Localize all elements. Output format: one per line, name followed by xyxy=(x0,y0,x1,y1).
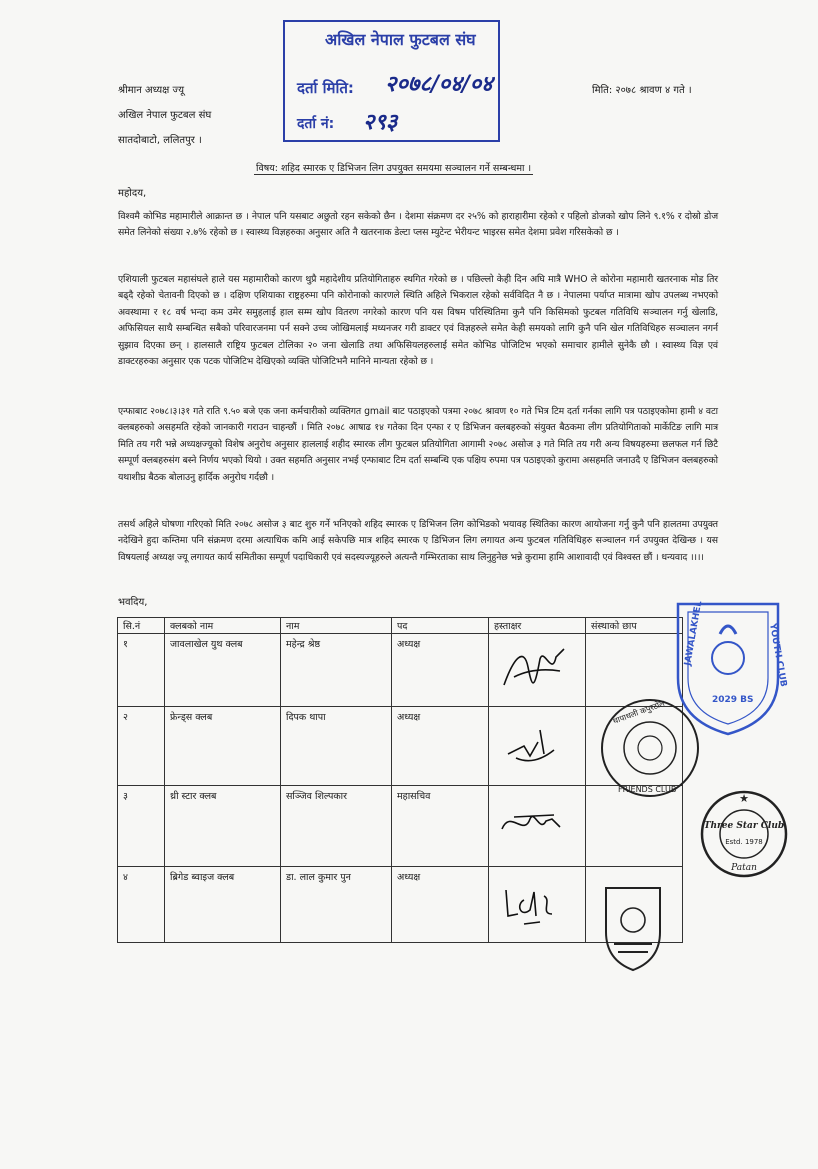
row-post: अध्यक्ष xyxy=(392,634,489,707)
table-row xyxy=(118,867,683,943)
header-post: पद xyxy=(392,618,489,634)
closing: भवदिय, xyxy=(118,597,148,608)
friends-club-seal xyxy=(598,696,702,800)
signature-4 xyxy=(494,870,574,930)
row-post: अध्यक्ष xyxy=(392,707,489,786)
signature-3 xyxy=(494,789,574,849)
friends-name: FRIENDS CLUB xyxy=(618,785,677,794)
row-signature xyxy=(489,786,586,867)
header-signature: हस्ताक्षर xyxy=(489,618,586,634)
row-club: जावलाखेल युथ क्लब xyxy=(165,634,281,707)
row-name: सञ्जिव शिल्पकार xyxy=(281,786,392,867)
row-club: ब्रिगेड ब्वाइज क्लब xyxy=(165,867,281,943)
paragraph-3: एन्फाबाट २०७८।३।३१ गते राति ९.५० बजे एक जना कर्मचारीको व्यक्तिगत gmail बाट पठाइएको पत्रमा २०७८ श्रावण १० गते भित्र टिम दर्ता गर्नका लागि पत्र पठाइएकोमा हामी ४ वटा क्लबहरुको असहमति रहेको जानकारी गराउन चाहन्छौं । मिति २०७८ आषाढ १४ गतेका दिन एन्फा र ए डिभिजन क्लबहरुको संयुक्त बैठकमा लीग प्रतियोगिताको मार्केटिङ लागि मात्र मिति तय गरी भन्ने अध्यक्षज्यूको विशेष अनुरोध अनुसार हाललाई शहीद स्मारक लीग फुटबल प्रतियोगिता आगामी २०७८ असोज ३ गते मिति तय गरी अन्य विषयहरुमा छलफल गर्न छिटै सम्पूर्ण क्लबहरुसंग बस्ने निर्णय भएको थियो । उक्त सहमति अनुसार नभई एन्फाबाट टिम दर्ता सम्बन्धि एक पक्षिय रुपमा पत्र पठाइएको कुरामा असहमति जनाउदै ए डिभिजन क्लबहरुको यथाशीघ्र बैठक बोलाउनु हार्दिक अनुरोध गर्दछौ । xyxy=(118,406,718,483)
salutation: महोदय, xyxy=(118,188,147,199)
signature-2 xyxy=(494,710,574,770)
brigade-boys-club-seal xyxy=(600,882,666,974)
paragraph-4: तसर्थ अहिले घोषणा गरिएको मिति २०७८ असोज ३ बाट शुरु गर्ने भनिएको शहिद स्मारक ए डिभिजन लिग कोभिडको भयावह स्थितिका कारण आयोजना गर्नु कुनै पनि हालतमा उपयुक्त नदेखिने हुदा कम्तिमा पनि संक्रमण दरमा अत्याधिक कमि आई सकेपछि मात्र शहिद स्मारक ए डिभिजन लिग लगायत अन्य फुटबल गतिविधिहरु सञ्चालन गर्न उपयुक्त देखिन्छ । यस विषयलाई अध्यक्ष ज्यू लगायत कार्य समितीका सम्पूर्ण पदाधिकारी एवं सदस्यज्यूहरुले अत्यन्तै गम्भिरताका साथ लिनुहुनेछ भन्ने कुरामा हामि आशावादी एवं विश्वस्त छौं । धन्यवाद ।।।। xyxy=(118,519,718,563)
header-name: नाम xyxy=(281,618,392,634)
header-sn: सि.नं xyxy=(118,618,165,634)
row-signature xyxy=(489,867,586,943)
row-post: अध्यक्ष xyxy=(392,867,489,943)
stamp-date-value: २०७८/०४/०४ xyxy=(385,71,493,97)
row-signature xyxy=(489,707,586,786)
jawalakhel-name: JAWALAKHEL xyxy=(683,600,705,667)
recipient-line2: अखिल नेपाल फुटबल संघ xyxy=(118,110,212,121)
row-sn: ४ xyxy=(118,867,165,943)
row-signature xyxy=(489,634,586,707)
jawalakhel-year: 2029 BS xyxy=(712,695,754,705)
header-club: क्लबको नाम xyxy=(165,618,281,634)
header-seal: संस्थाको छाप xyxy=(586,618,683,634)
letter-subject: विषय: शहिद स्मारक ए डिभिजन लिग उपयुक्त समयमा सञ्चालन गर्ने सम्बन्धमा । xyxy=(256,163,532,174)
threestar-city: Patan xyxy=(731,863,757,873)
letter-date: मिति: २०७८ श्रावण ४ गते । xyxy=(592,85,692,96)
row-post: महासचिव xyxy=(392,786,489,867)
row-name: दिपक थापा xyxy=(281,707,392,786)
row-sn: ३ xyxy=(118,786,165,867)
table-header-row xyxy=(118,618,683,634)
stamp-org: अखिल नेपाल फुटबल संघ xyxy=(325,30,476,49)
jawalakhel-youth: YOUTH CLUB xyxy=(767,622,789,688)
three-star-club-seal xyxy=(698,788,790,880)
stamp-date-label: दर्ता मिति: xyxy=(297,79,354,97)
row-club: फ्रेन्ड्स क्लब xyxy=(165,707,281,786)
row-club: थ्री स्टार क्लब xyxy=(165,786,281,867)
signature-1 xyxy=(494,637,574,697)
recipient-line3: सातदोबाटो, ललितपुर । xyxy=(118,135,202,146)
paragraph-1: विश्वमै कोभिड महामारीले आक्रान्त छ । नेपाल पनि यसबाट अछुतो रहन सकेको छैन । देशमा संक्रमण दर २५% को हाराहारीमा रहेको र पहिलो डोजको खोप लिने ९.१% र दोस्रो डोज समेत लिनेको संख्या २.७% रहेको छ । स्वास्थ्य विज्ञहरुका अनुसार अति नै खतरनाक डेल्टा प्लस म्युटेन्ट भेरीयन्ट भाइरस समेत देशमा प्रवेश गरिसकेको छ । xyxy=(118,211,718,239)
threestar-est: Estd. 1978 xyxy=(725,838,763,846)
paragraph-2: एशियाली फुटबल महासंघले हाले यस महामारीको कारण थुप्रै महादेशीय प्रतियोगिताहरु स्थगित गरेको छ । पछिल्लो केही दिन अघि मात्रै WHO ले कोरोना महामारी खतरनाक मोड तिर बढ्दै रहेको चेतावनी दिएको छ । दक्षिण एशियाका राष्ट्रहरुमा पनि कोरोनाको कारणले स्थिति अहिले भिकराल रहेको सर्वविदित नै छ । नेपालमा पर्याप्त मात्रामा खोप उपलब्ध नभएको अवस्थामा र १८ वर्ष भन्दा कम उमेर समुहलाई हाल सम्म खोप वितरण नगरेको कारण पनि यस विषम परिस्थितिमा कुनै पनि किसिमको फुटबल गतिविधि सञ्चालन गर्नु खेलाडि, अफिसियल साथै सम्बन्धित सबैको परिवारजनमा पर्न सक्ने उच्च जोखिमलाई मध्यनजर गरी डाक्टर एवं विज्ञहरुले समेत केही समयको लागि कुनै पनि खेल गतिविधिहरु सञ्चालन नगर्न सुझाव दिएका छन् । हालसालै राष्ट्रिय फुटबल टोलिका २० जना खेलाडि तथा अफिसियलहरुलाई समेत कोभिड पोजिटिभ भएको समाचार हामीले सुनेकै छौ । स्वास्थ्य विज्ञ एवं डाक्टरहरुका अनुसार एक पटक पोजिटिभ देखिएको व्यक्ति पोजिटिभनै मानिने मान्यता रहेको छ । xyxy=(118,274,718,368)
recipient-line1: श्रीमान अध्यक्ष ज्यू xyxy=(118,85,185,96)
registration-stamp xyxy=(283,20,500,142)
row-name: डा. लाल कुमार पुन xyxy=(281,867,392,943)
friends-top: थापाथली कपुरटोल xyxy=(611,698,666,726)
stamp-number-label: दर्ता नं: xyxy=(297,116,335,132)
row-sn: २ xyxy=(118,707,165,786)
row-name: महेन्द्र श्रेष्ठ xyxy=(281,634,392,707)
star-icon: ★ xyxy=(739,792,749,805)
stamp-number-value: २९३ xyxy=(363,109,398,135)
threestar-name: Three Star Club xyxy=(703,821,785,831)
row-sn: १ xyxy=(118,634,165,707)
